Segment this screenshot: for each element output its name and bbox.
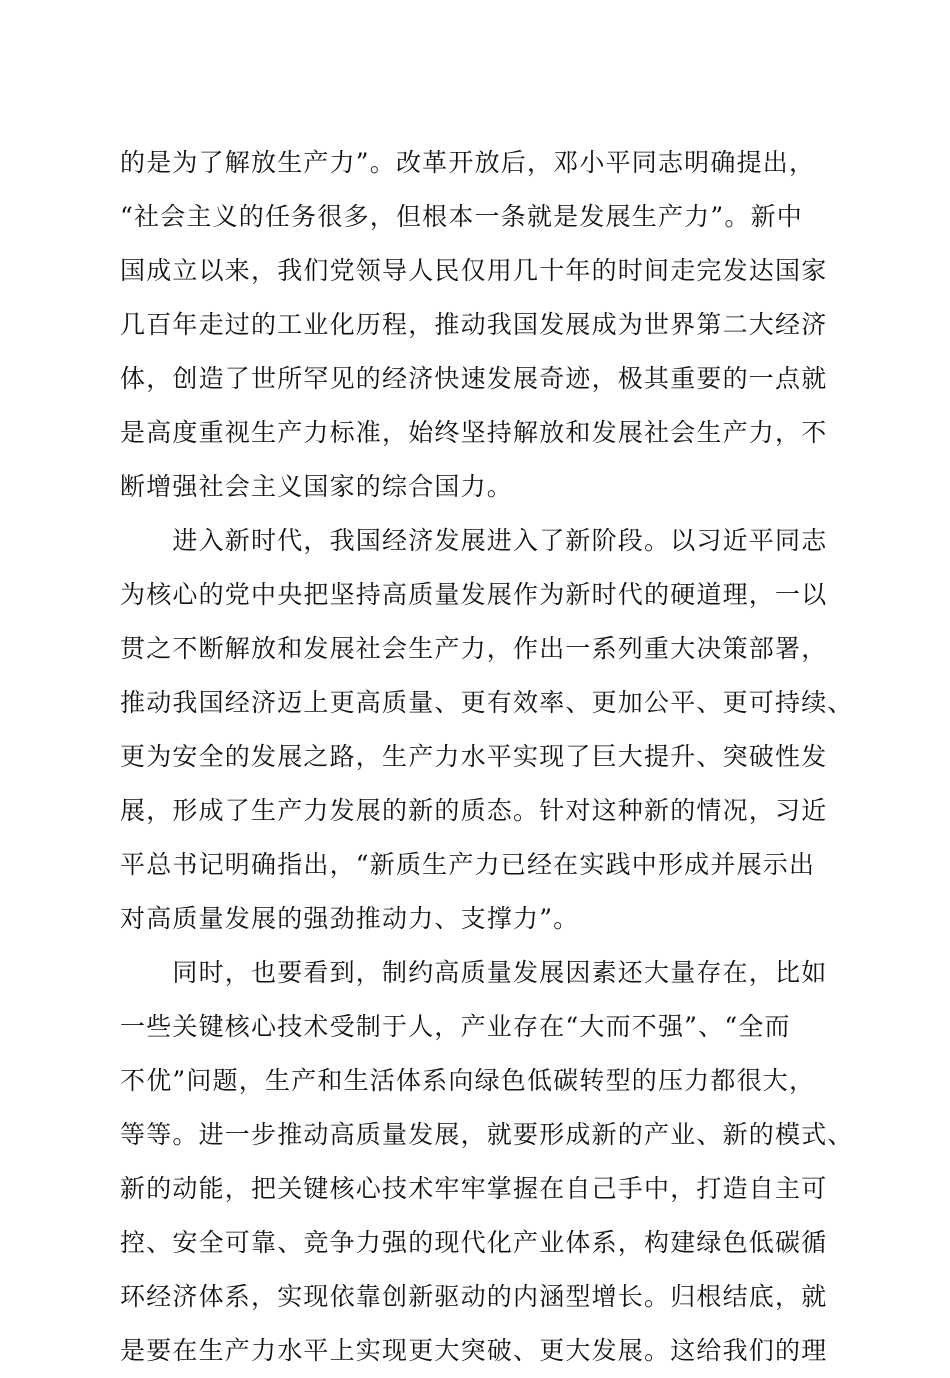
- text-line: 贯之不断解放和发展社会生产力，作出一系列重大决策部署，: [120, 634, 828, 663]
- text-line: 是要在生产力水平上实现更大突破、更大发展。这给我们的理: [120, 1336, 828, 1365]
- text-line: 为核心的党中央把坚持高质量发展作为新时代的硬道理，一以: [120, 580, 828, 609]
- text-line: “社会主义的任务很多，但根本一条就是发展生产力”。新中: [120, 202, 803, 231]
- text-line: 更为安全的发展之路，生产力水平实现了巨大提升、突破性发: [120, 742, 828, 771]
- text-line: 是高度重视生产力标准，始终坚持解放和发展社会生产力，不: [120, 418, 828, 447]
- text-line: 同时，也要看到，制约高质量发展因素还大量存在，比如: [120, 958, 828, 987]
- text-line: 断增强社会主义国家的综合国力。: [120, 472, 514, 501]
- text-line: 推动我国经济迈上更高质量、更有效率、更加公平、更可持续、: [120, 688, 854, 717]
- text-line: 体，创造了世所罕见的经济快速发展奇迹，极其重要的一点就: [120, 364, 828, 393]
- text-line: 等等。进一步推动高质量发展，就要形成新的产业、新的模式、: [120, 1120, 854, 1149]
- text-line: 不优”问题，生产和生活体系向绿色低碳转型的压力都很大，: [120, 1066, 816, 1095]
- text-line: 进入新时代，我国经济发展进入了新阶段。以习近平同志: [120, 526, 828, 555]
- text-line: 新的动能，把关键核心技术牢牢掌握在自己手中，打造自主可: [120, 1174, 828, 1203]
- text-line: 一些关键核心技术受制于人，产业存在“大而不强”、“全而: [120, 1012, 791, 1041]
- text-line: 环经济体系，实现依靠创新驱动的内涵型增长。归根结底，就: [120, 1282, 828, 1311]
- text-line: 控、安全可靠、竞争力强的现代化产业体系，构建绿色低碳循: [120, 1228, 828, 1257]
- text-line: 展，形成了生产力发展的新的质态。针对这种新的情况，习近: [120, 796, 828, 825]
- text-line: 平总书记明确指出，“新质生产力已经在实践中形成并展示出: [120, 850, 816, 879]
- text-line: 的是为了解放生产力”。改革开放后，邓小平同志明确提出，: [120, 148, 816, 177]
- text-line: 对高质量发展的强劲推动力、支撑力”。: [120, 904, 580, 933]
- body-text: [120, 136, 854, 1378]
- text-line: 国成立以来，我们党领导人民仅用几十年的时间走完发达国家: [120, 256, 828, 285]
- text-line: 几百年走过的工业化历程，推动我国发展成为世界第二大经济: [120, 310, 828, 339]
